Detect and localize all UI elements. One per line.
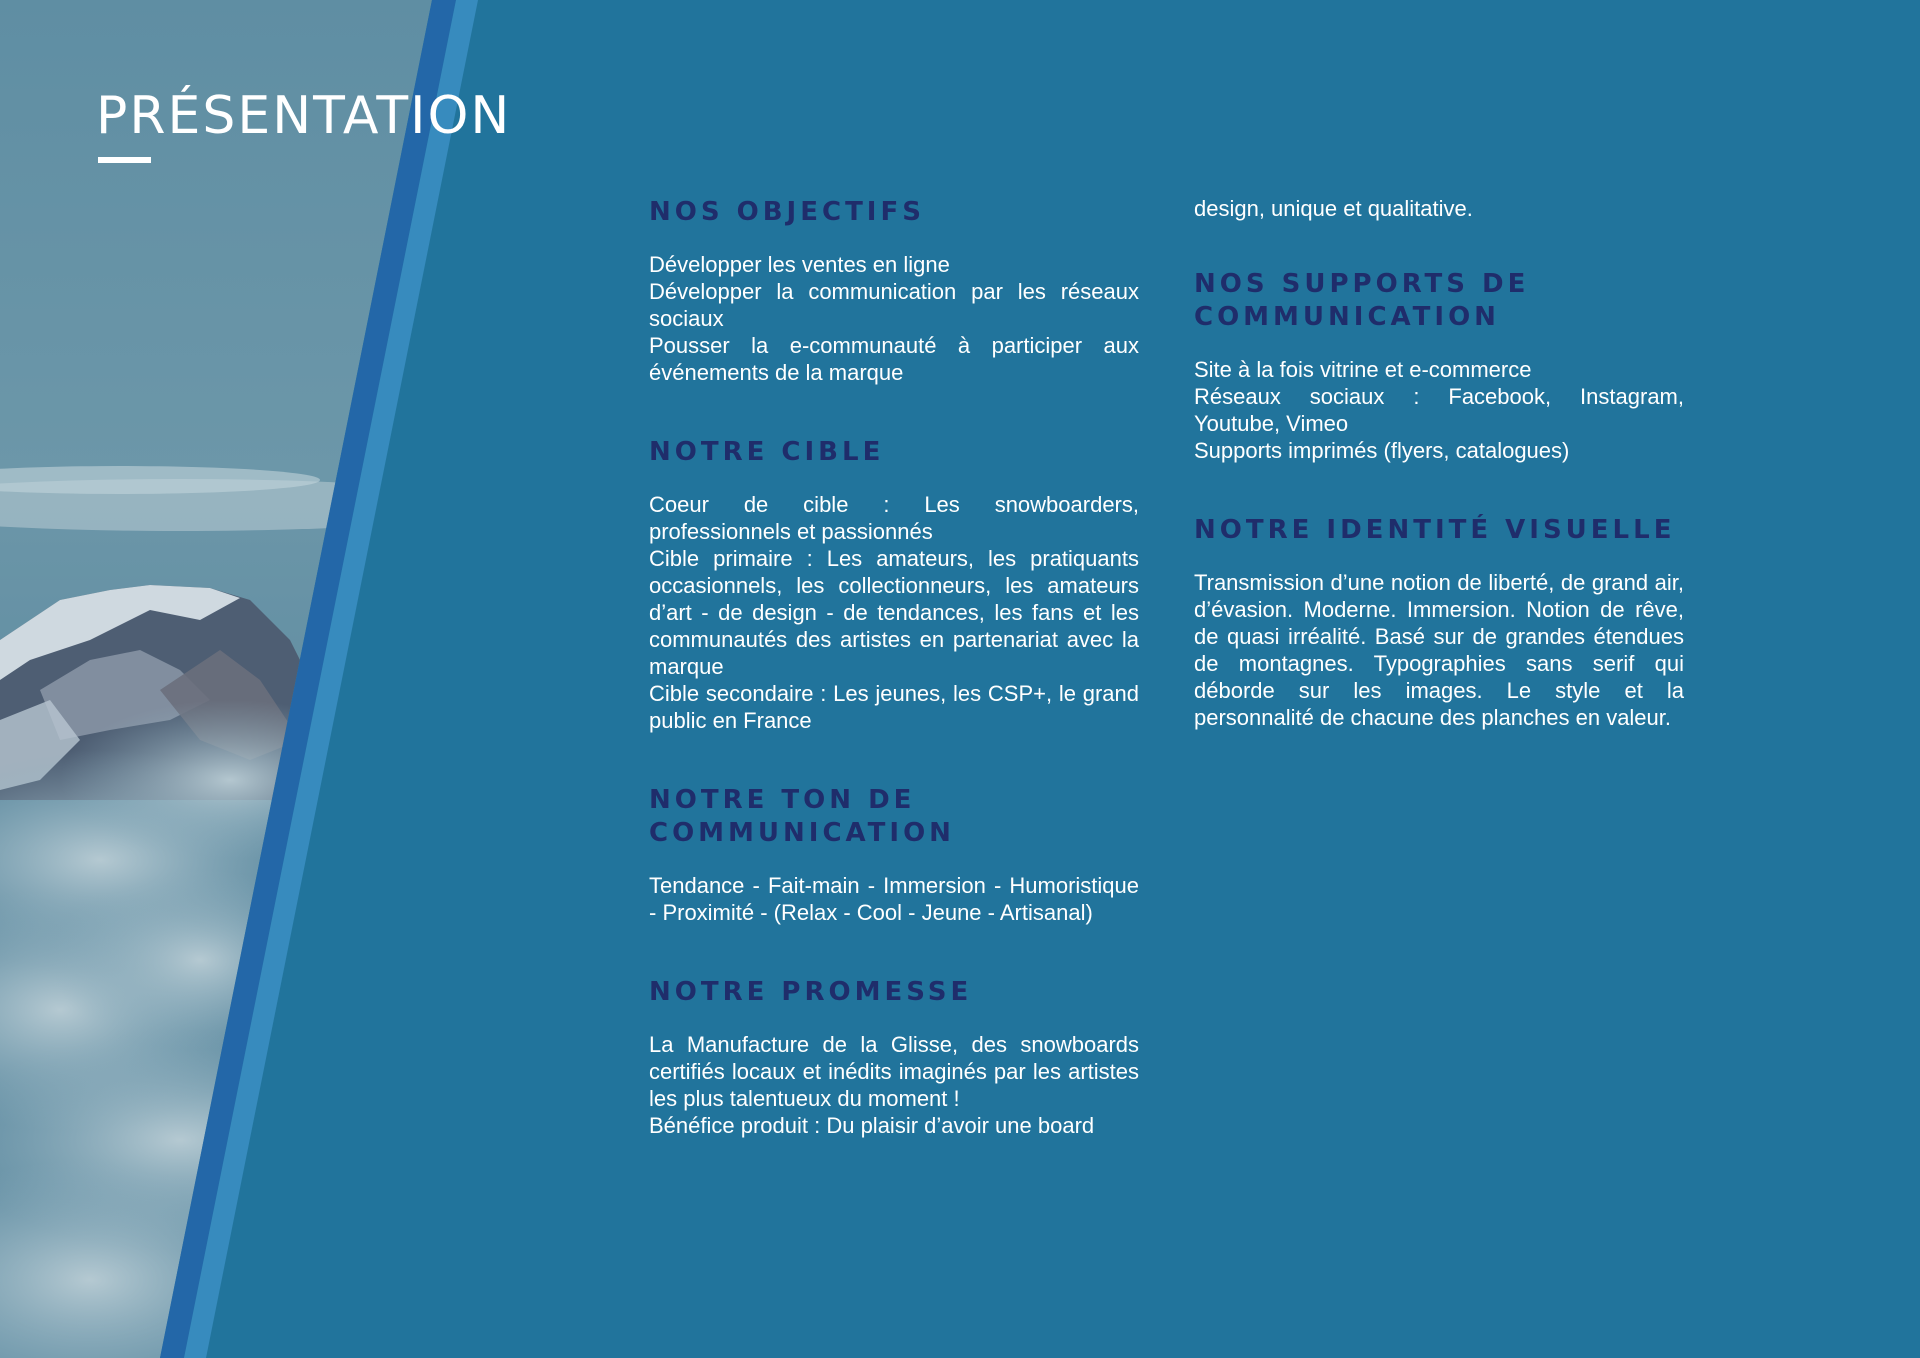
section-body	[649, 251, 1139, 386]
section-heading: NOTRE IDENTITÉ VISUELLE	[1194, 515, 1676, 545]
section-body	[1194, 569, 1684, 731]
left-column	[649, 196, 1139, 1189]
body-line: Transmission d’une notion de liberté, de grand air, d’évasion. Moderne. Immersion. Notion de rêve, de quasi irréalité. Basé sur de grandes étendues de montagnes. Typographies sans serif qui déborde sur les images. Le style et la personnalité de chacune des planches en valeur.	[1194, 570, 1684, 730]
body-line: Cible secondaire : Les jeunes, les CSP+, le grand public en France	[649, 681, 1139, 733]
section-body	[649, 1031, 1139, 1139]
section-target	[649, 436, 1139, 734]
section-body	[649, 872, 1139, 926]
body-line: Réseaux sociaux : Facebook, Instagram, Youtube, Vimeo	[1194, 384, 1684, 436]
body-line: Coeur de cible : Les snowboarders, professionnels et passionnés	[649, 492, 1139, 544]
promise-continuation: design, unique et qualitative.	[1194, 196, 1473, 221]
section-visual-identity	[1194, 514, 1684, 731]
body-line: Cible primaire : Les amateurs, les pratiquants occasionnels, les collectionneurs, les amateurs d’art - de design - de tendances, les fans et les communautés des artistes en partenariat avec la marque	[649, 546, 1139, 679]
right-column	[1194, 196, 1684, 781]
body-line: Bénéfice produit : Du plaisir d’avoir une board	[649, 1113, 1095, 1138]
section-heading: NOTRE PROMESSE	[649, 977, 973, 1007]
section-tone	[649, 784, 1139, 926]
page-title: PRÉSENTATION	[96, 86, 512, 146]
body-line: Développer les ventes en ligne	[649, 252, 950, 277]
section-promise	[649, 976, 1139, 1139]
section-heading: NOS OBJECTIFS	[649, 197, 925, 227]
body-line: Site à la fois vitrine et e-commerce	[1194, 357, 1532, 382]
section-objectives	[649, 196, 1139, 386]
section-heading: NOTRE CIBLE	[649, 437, 885, 467]
section-heading: NOS SUPPORTS DE COMMUNICATION	[1194, 269, 1530, 332]
body-line: Développer la communication par les réseaux sociaux	[649, 279, 1139, 331]
body-line: Pousser la e-communauté à participer aux événements de la marque	[649, 333, 1139, 385]
section-heading: NOTRE TON DE COMMUNICATION	[649, 785, 955, 848]
body-line: Tendance - Fait-main - Immersion - Humoristique - Proximité - (Relax - Cool - Jeune - Artisanal)	[649, 873, 1139, 925]
section-supports	[1194, 268, 1684, 464]
section-body	[649, 491, 1139, 734]
title-underline	[98, 157, 151, 163]
body-line: La Manufacture de la Glisse, des snowboards certifiés locaux et inédits imaginés par les artistes les plus talentueux du moment !	[649, 1032, 1139, 1111]
body-line: Supports imprimés (flyers, catalogues)	[1194, 438, 1570, 463]
section-body	[1194, 356, 1684, 464]
